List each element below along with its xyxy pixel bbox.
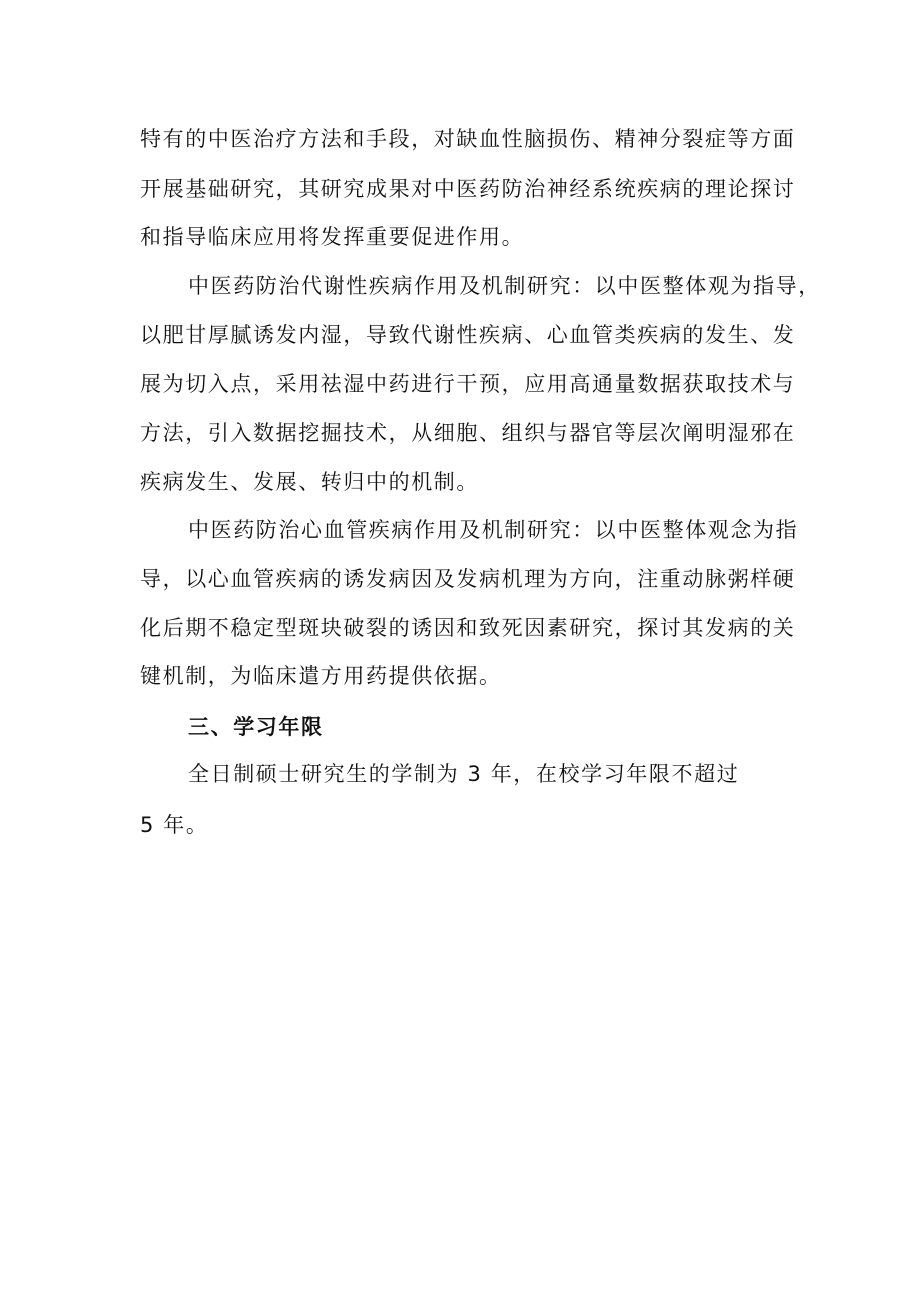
text-line: 中医药防治心血管疾病作用及机制研究：以中医整体观念为指 <box>188 518 799 542</box>
text-line: 方法，引入数据挖掘技术，从细胞、组织与器官等层次阐明湿邪在 <box>140 421 796 445</box>
text-line: 化后期不稳定型斑块破裂的诱因和致死因素研究，探讨其发病的关 <box>140 616 796 640</box>
text-line: 键机制，为临床遣方用药提供依据。 <box>140 664 502 688</box>
text-line: 全日制硕士研究生的学制为 3 年，在校学习年限不超过 <box>188 762 740 786</box>
text-line: 开展基础研究，其研究成果对中医药防治神经系统疾病的理论探讨 <box>140 177 796 201</box>
text-line: 中医药防治代谢性疾病作用及机制研究：以中医整体观为指导， <box>188 274 821 298</box>
text-line: 展为切入点，采用祛湿中药进行干预，应用高通量数据获取技术与 <box>140 372 796 396</box>
text-line: 特有的中医治疗方法和手段，对缺血性脑损伤、精神分裂症等方面 <box>140 127 796 151</box>
section-heading: 三、学习年限 <box>188 715 324 739</box>
text-line: 疾病发生、发展、转归中的机制。 <box>140 470 479 494</box>
text-line: 5 年。 <box>140 813 209 837</box>
text-line: 导，以心血管疾病的诱发病因及发病机理为方向，注重动脉粥样硬 <box>140 567 796 591</box>
text-line: 以肥甘厚腻诱发内湿，导致代谢性疾病、心血管类疾病的发生、发 <box>140 323 796 347</box>
text-line: 和指导临床应用将发挥重要促进作用。 <box>140 225 525 249</box>
